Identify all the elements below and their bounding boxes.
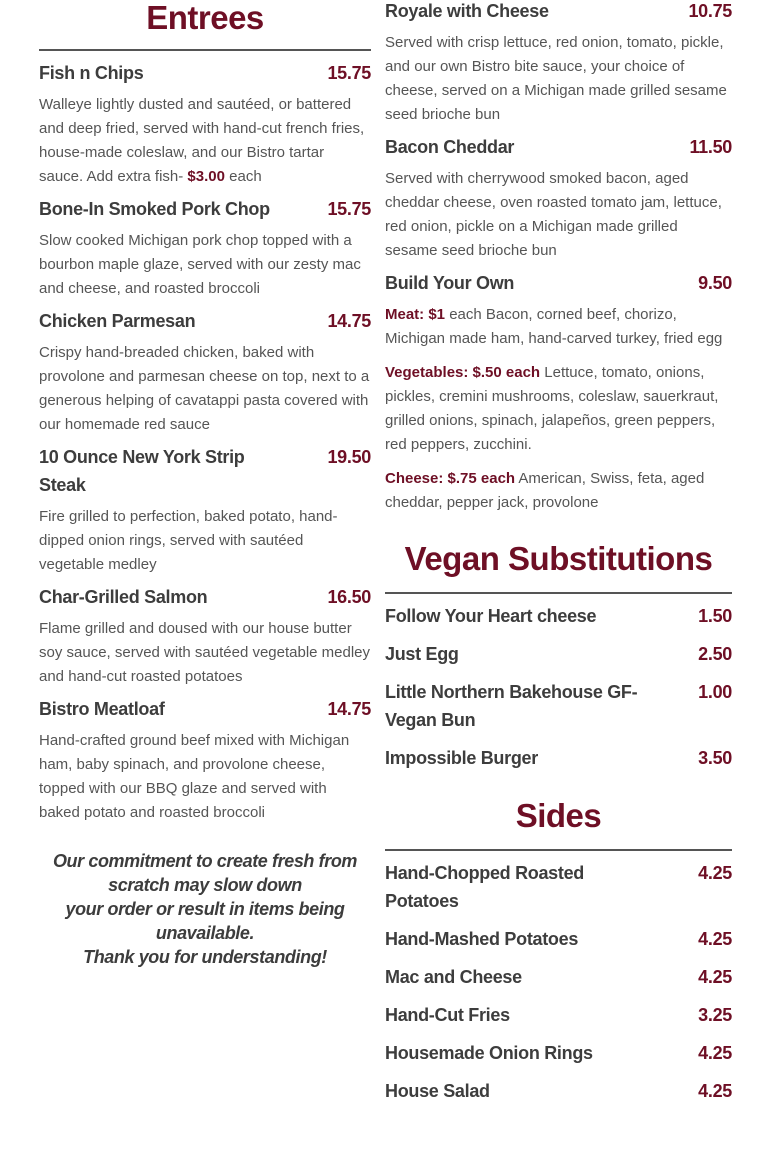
- item-description: Served with crisp lettuce, red onion, tomato, pickle, and our own Bistro bite sauce, your choice of cheese, served on a Michigan made grilled sesame seed brioche bun: [385, 34, 727, 123]
- item-price: 16.50: [327, 587, 371, 607]
- item-name: Bacon Cheddar: [385, 137, 515, 157]
- item-price: 14.75: [327, 311, 371, 331]
- side-item: Hand-Cut Fries 3.25: [385, 1005, 732, 1025]
- vegan-item: Follow Your Heart cheese 1.50: [385, 606, 732, 626]
- vegan-divider: [385, 592, 732, 594]
- menu-item-meatloaf: [39, 695, 371, 825]
- item-description: Fire grilled to perfection, baked potato, hand-dipped onion rings, served with sautéed vegetable medley: [39, 508, 338, 573]
- vegan-item: Impossible Burger 3.50: [385, 748, 732, 768]
- entrees-divider: [39, 49, 371, 51]
- item-description: Crispy hand-breaded chicken, baked with provolone and parmesan cheese on top, next to a generous helping of cavatappi pasta covered with our homemade red sauce: [39, 344, 370, 433]
- item-name: Char-Grilled Salmon: [39, 587, 208, 607]
- item-description: Hand-crafted ground beef mixed with Michigan ham, baby spinach, and provolone cheese, topped with our BBQ glaze and served with baked potato and roasted broccoli: [39, 732, 350, 821]
- menu-item-pork-chop: [39, 195, 371, 301]
- vegan-list: [385, 602, 732, 772]
- cheese-label: Cheese: $.75 each: [385, 470, 516, 487]
- item-price: 15.75: [327, 199, 371, 219]
- item-price: 9.50: [698, 273, 732, 293]
- item-price: 15.75: [327, 63, 371, 83]
- item-name: Build Your Own: [385, 273, 515, 293]
- meat-options: Meat: $1 each Bacon, corned beef, chorizo, Michigan made ham, hand-carved turkey, fried egg: [385, 306, 723, 347]
- burgers-column: [385, 0, 732, 1105]
- freshness-note: Our commitment to create fresh from scratch may slow down your order or result in items being unavailable. Thank you for understanding!: [52, 851, 358, 967]
- sides-list: [385, 859, 732, 1105]
- side-item: House Salad 4.25: [385, 1081, 732, 1101]
- side-item: Hand-Chopped Roasted Potatoes 4.25: [385, 863, 732, 911]
- item-price: 19.50: [327, 447, 371, 467]
- item-price: 10.75: [688, 1, 732, 21]
- entrees-title: Entrees: [146, 0, 264, 36]
- item-description: Walleye lightly dusted and sautéed, or battered and deep fried, served with hand-cut french fries, house-made coleslaw, and our Bistro tartar sauce. Add extra fish- $3.00 each: [39, 96, 365, 185]
- side-item: Housemade Onion Rings 4.25: [385, 1043, 732, 1063]
- vegan-item: Little Northern Bakehouse GF-Vegan Bun 1.00: [385, 682, 732, 730]
- item-name: Bone-In Smoked Pork Chop: [39, 199, 270, 219]
- item-name: Chicken Parmesan: [39, 311, 196, 331]
- vegetable-options: Vegetables: $.50 each Lettuce, tomato, onions, pickles, cremini mushrooms, coleslaw, sauerkraut, grilled onions, spinach, jalapeños, green peppers, red peppers, zucchini.: [385, 364, 719, 453]
- item-name: 10 Ounce New York Strip Steak: [39, 447, 245, 495]
- entrees-column: [39, 0, 371, 969]
- menu-item-chicken-parmesan: [39, 307, 371, 437]
- menu-item-bacon-cheddar: [385, 133, 732, 263]
- item-price: 11.50: [689, 137, 732, 157]
- sides-divider: [385, 849, 732, 851]
- item-name: Bistro Meatloaf: [39, 699, 165, 719]
- vegan-title: Vegan Substitutions: [404, 540, 713, 577]
- item-name: Fish n Chips: [39, 63, 144, 83]
- vegetable-label: Vegetables: $.50 each: [385, 364, 541, 381]
- menu-item-build-your-own: [385, 269, 732, 515]
- side-item: Hand-Mashed Potatoes 4.25: [385, 929, 732, 949]
- menu-item-fish-n-chips: [39, 59, 371, 189]
- cheese-options: Cheese: $.75 each American, Swiss, feta, aged cheddar, pepper jack, provolone: [385, 470, 705, 511]
- menu-item-strip-steak: [39, 443, 371, 577]
- item-description: Served with cherrywood smoked bacon, aged cheddar cheese, oven roasted tomato jam, lettuce, red onion, pickle on a Michigan made grilled sesame seed brioche bun: [385, 170, 722, 259]
- side-item: Mac and Cheese 4.25: [385, 967, 732, 987]
- vegan-item: Just Egg 2.50: [385, 644, 732, 664]
- item-price: 14.75: [327, 699, 371, 719]
- menu-item-salmon: [39, 583, 371, 689]
- sides-title: Sides: [515, 797, 602, 834]
- menu-item-royale: [385, 0, 732, 127]
- item-description: Slow cooked Michigan pork chop topped with a bourbon maple glaze, served with our zesty mac and cheese, and roasted broccoli: [39, 232, 361, 297]
- item-name: Royale with Cheese: [385, 1, 549, 21]
- extra-price: $3.00: [187, 168, 225, 185]
- item-description: Flame grilled and doused with our house butter soy sauce, served with sautéed vegetable medley and hand-cut roasted potatoes: [39, 620, 371, 685]
- meat-label: Meat: $1: [385, 306, 446, 323]
